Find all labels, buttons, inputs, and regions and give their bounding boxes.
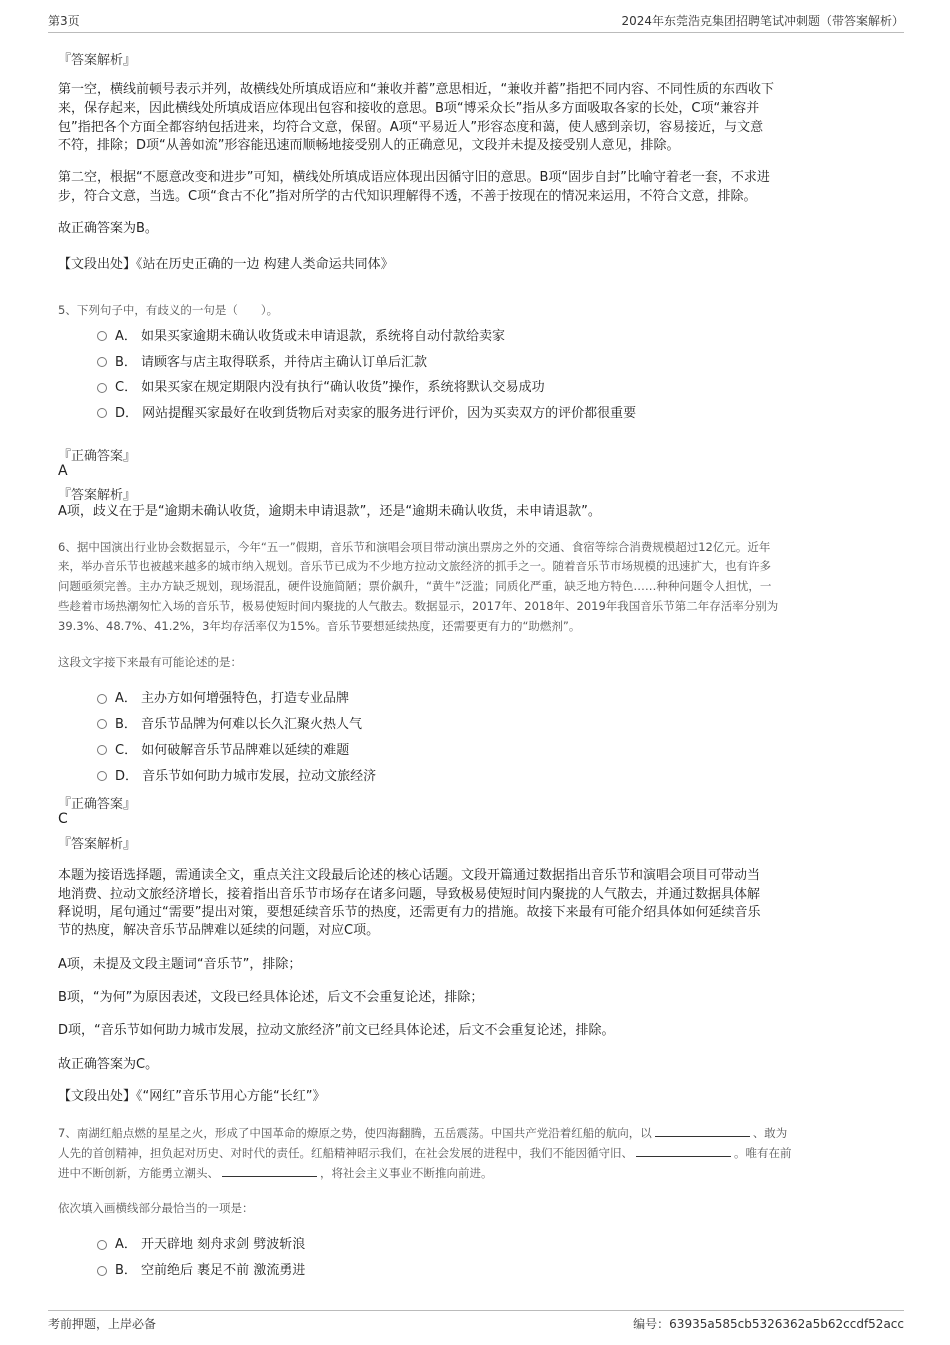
footer-slogan: 考前押题，上岸必备: [48, 1317, 157, 1331]
q6-analysis-line3: 释说明，尾句通过“需要”提出对策，要想延续音乐节的热度，还需更有力的措施。故接下来最有可能介绍具体如何延续音乐: [58, 905, 761, 920]
q5-option-c[interactable]: C． 如果买家在规定期限内没有执行“确认收货”操作，系统将默认交易成功: [115, 380, 545, 395]
q5-option-b-radio[interactable]: [97, 357, 107, 367]
q5-answer: A: [58, 463, 68, 479]
q6-option-b-radio[interactable]: [97, 719, 107, 729]
q6-note-a: A项，未提及文段主题词“音乐节”，排除；: [58, 957, 302, 972]
q7-stem-line3: [58, 1164, 493, 1183]
q7-stem-line1-part1: 7、南湖红船点燃的星星之火，形成了中国革命的燎原之势，使四海翻腾，五岳震荡。中国共产党沿着红船的航向，以: [58, 1126, 652, 1140]
q6-answer-label: 『正确答案』: [58, 797, 137, 812]
q6-note-d: D项，“音乐节如何助力城市发展，拉动文旅经济”前文已经具体论述，后文不会重复论述，排除。: [58, 1023, 615, 1038]
q6-stem-line3: 问题亟须完善。主办方缺乏规划，现场混乱，硬件设施简陋；票价飙升，“黄牛”泛滥；同质化严重，缺乏地方特色……种种问题令人担忧，一: [58, 579, 772, 593]
q6-question: 这段文字接下来最有可能论述的是：: [58, 655, 242, 669]
q5-option-d[interactable]: D． 网站提醒买家最好在收到货物后对卖家的服务进行评价，因为买卖双方的评价都很重要: [115, 406, 637, 421]
q5-analysis: A项，歧义在于是“逾期未确认收货，逾期未申请退款”，还是“逾期未确认收货，未申请退款”。: [58, 504, 601, 519]
q7-blank-3[interactable]: [222, 1164, 317, 1177]
q6-stem-line5: 39.3%、48.7%、41.2%，3年均存活率仅为15%。音乐节要想延续热度，还需要更有力的“助燃剂”。: [58, 619, 581, 633]
q6-stem-line2: 来，举办音乐节也被越来越多的城市纳入规划。音乐节已成为不少地方拉动文旅经济的抓手之一。随着音乐节市场规模的迅速扩大，也有许多: [58, 559, 771, 573]
q5-option-b[interactable]: B． 请顾客与店主取得联系，并待店主确认订单后汇款: [115, 355, 428, 370]
q5-answer-label: 『正确答案』: [58, 449, 137, 464]
page-footer: [48, 1310, 904, 1335]
q6-analysis-line4: 节的热度，解决音乐节品牌难以延续的问题，对应C项。: [58, 923, 380, 938]
q5-stem: 5、下列句子中，有歧义的一句是（ ）。: [58, 303, 279, 317]
q6-analysis-line1: 本题为接语选择题，需通读全文，重点关注文段最后论述的核心话题。文段开篇通过数据指出音乐节和演唱会项目可带动当: [58, 868, 761, 883]
q6-stem-line4: 些趁着市场热潮匆忙入场的音乐节，极易使短时间内聚拢的人气散去。数据显示，2017年、2018年、2019年我国音乐节第二年存活率分别为: [58, 599, 779, 613]
page-header: [48, 12, 904, 33]
q7-option-a-radio[interactable]: [97, 1240, 107, 1250]
q6-analysis-line2: 地消费、拉动文旅经济增长，接着指出音乐节市场存在诸多问题，导致极易使短时间内聚拢的人气散去，并通过数据具体解: [58, 887, 761, 902]
q7-stem-line3-part2: ，将社会主义事业不断推向前进。: [320, 1166, 493, 1180]
document-title: 2024年东莞浩克集团招聘笔试冲刺题（带答案解析）: [621, 14, 904, 28]
q7-stem-line1: [58, 1124, 787, 1143]
q6-option-b[interactable]: B． 音乐节品牌为何难以长久汇聚火热人气: [115, 717, 363, 732]
q6-option-d[interactable]: D． 音乐节如何助力城市发展，拉动文旅经济: [115, 769, 377, 784]
q6-option-c-radio[interactable]: [97, 745, 107, 755]
q5-option-c-radio[interactable]: [97, 383, 107, 393]
page-number: 第3页: [48, 14, 80, 28]
q5-option-a[interactable]: A． 如果买家逾期未确认收货或未申请退款，系统将自动付款给卖家: [115, 329, 506, 344]
q7-stem-line1-part2: 、敢为: [752, 1126, 788, 1140]
q7-stem-line2: [58, 1144, 792, 1163]
q6-option-d-radio[interactable]: [97, 771, 107, 781]
q5-analysis-label: 『答案解析』: [58, 488, 137, 503]
q6-conclusion: 故正确答案为C。: [58, 1057, 159, 1072]
q7-option-b-radio[interactable]: [97, 1266, 107, 1276]
q6-answer: C: [58, 811, 68, 827]
q7-stem-line2-part2: 。唯有在前: [734, 1146, 792, 1160]
q6-source: 【文段出处】《“网红”音乐节用心方能“长红”》: [58, 1089, 326, 1104]
q4-para2-line1: 第二空，根据“不愿意改变和进步”可知，横线处所填成语应体现出因循守旧的意思。B项“固步自封”比喻守着老一套，不求进: [58, 170, 770, 185]
q7-stem-line2-part1: 人先的首创精神，担负起对历史、对时代的责任。红船精神昭示我们，在社会发展的进程中，我们不能因循守旧、: [58, 1146, 633, 1160]
q4-source: 【文段出处】《站在历史正确的一边 构建人类命运共同体》: [58, 257, 394, 272]
q5-option-a-radio[interactable]: [97, 331, 107, 341]
q7-blank-1[interactable]: [655, 1124, 750, 1137]
q6-option-c[interactable]: C． 如何破解音乐节品牌难以延续的难题: [115, 743, 350, 758]
q7-blank-2[interactable]: [636, 1144, 731, 1157]
q4-para1-line4: 不符，排除；D项“从善如流”形容能迅速而顺畅地接受别人的正确意见，文段并未提及接受别人意见，排除。: [58, 138, 680, 153]
q7-stem-line3-part1: 进中不断创新，方能勇立潮头、: [58, 1166, 219, 1180]
q7-option-a[interactable]: A． 开天辟地 刻舟求剑 劈波斩浪: [115, 1237, 306, 1252]
q4-para1-line1: 第一空，横线前顿号表示并列，故横线处所填成语应和“兼收并蓄”意思相近，“兼收并蓄”指把不同内容、不同性质的东西收下: [58, 82, 774, 97]
q4-para1-line2: 来，保存起来，因此横线处所填成语应体现出包容和接收的意思。B项“博采众长”指从多方面吸取各家的长处，C项“兼容并: [58, 101, 760, 116]
q5-option-d-radio[interactable]: [97, 408, 107, 418]
q6-analysis-label: 『答案解析』: [58, 837, 137, 852]
q6-note-b: B项，“为何”为原因表述，文段已经具体论述，后文不会重复论述，排除；: [58, 990, 484, 1005]
q6-option-a[interactable]: A． 主办方如何增强特色，打造专业品牌: [115, 691, 350, 706]
q7-question: 依次填入画横线部分最恰当的一项是：: [58, 1201, 254, 1215]
q4-para1-line3: 包”指把各个方面全都容纳包括进来，均符合文意，保留。A项“平易近人”形容态度和蔼，使人感到亲切，容易接近，与文意: [58, 120, 764, 135]
q4-conclusion: 故正确答案为B。: [58, 221, 158, 236]
q4-para2-line2: 步，符合文意，当选。C项“食古不化”指对所学的古代知识理解得不透，不善于按现在的情况来运用，不符合文意，排除。: [58, 189, 757, 204]
q6-option-a-radio[interactable]: [97, 694, 107, 704]
q7-option-b[interactable]: B． 空前绝后 裹足不前 激流勇进: [115, 1263, 306, 1278]
q6-stem-line1: 6、据中国演出行业协会数据显示，今年“五一”假期，音乐节和演唱会项目带动演出票房之外的交通、食宿等综合消费规模超过12亿元。近年: [58, 540, 771, 554]
q4-analysis-label: 『答案解析』: [58, 53, 137, 68]
document-id: 编号：63935a585cb5326362a5b62ccdf52acc: [633, 1317, 904, 1331]
